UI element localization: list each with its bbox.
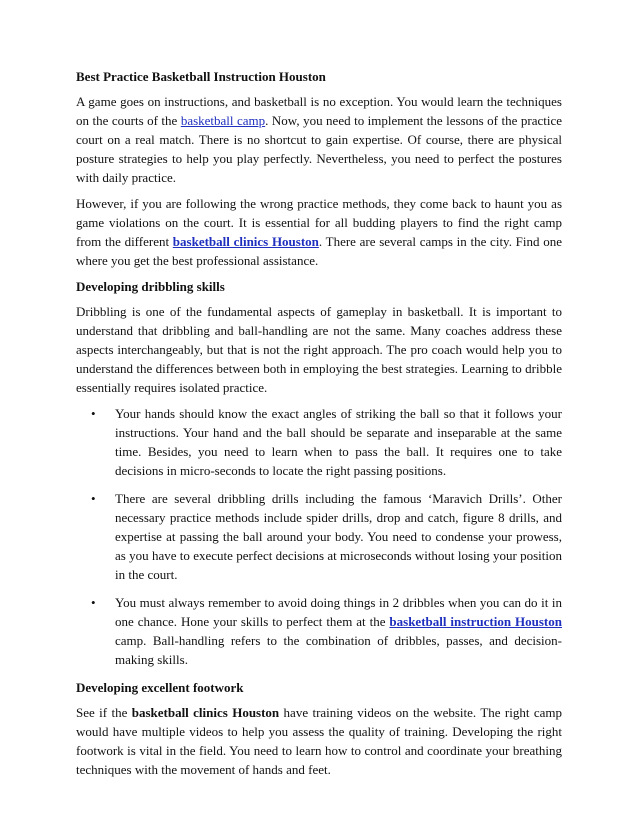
paragraph-clinics [76, 194, 562, 270]
text-span: A game goes on instructions, and basketball is no exception. You would learn the techniques on the courts of the [76, 94, 562, 128]
text-span: . Now, you need to implement the lessons of the practice court on a real match. There is no shortcut to gain expertise. Of course, there are physical posture strategies to help you play perfectly. Nevertheless, you need to perfect the postures with daily practice. [76, 113, 562, 185]
list-item-text: There are several dribbling drills including the famous ‘Maravich Drills’. Other necessary practice methods include spider drills, drop and catch, figure 8 drills, and expertise at passing the ball around your body. You need to condense your prowess, as you have to execute perfect decisions at microseconds without losing your position in the court. [115, 491, 562, 582]
bullet-icon: • [91, 595, 96, 610]
list-item [76, 489, 562, 584]
text-span: See if the [76, 705, 132, 720]
dribbling-bullet-list [76, 404, 562, 669]
section-heading-dribbling: Developing dribbling skills [76, 279, 225, 294]
basketball-clinics-link[interactable]: basketball clinics Houston [172, 234, 319, 249]
document-title: Best Practice Basketball Instruction Houston [76, 69, 326, 84]
paragraph-footwork [76, 703, 562, 779]
basketball-instruction-link[interactable]: basketball instruction Houston [389, 614, 562, 629]
bullet-icon: • [91, 491, 96, 506]
section-heading-footwork: Developing excellent footwork [76, 680, 244, 695]
basketball-camp-link[interactable]: basketball camp [180, 113, 266, 128]
text-span: However, if you are following the wrong practice methods, they come back to haunt you as game violations on the court. It is essential for all budding players to find the right camp from the different [76, 196, 562, 249]
text-span: . There are several camps in the city. Find one where you get the best professional assistance. [76, 234, 562, 268]
paragraph-intro [76, 92, 562, 187]
list-item [76, 404, 562, 480]
list-item-text: Your hands should know the exact angles of striking the ball so that it follows your instructions. Your hand and the ball should be separate and inseparable at the same time. Besides, you need to learn when to pass the ball. It requires one to take decisions in micro-seconds to locate the right passing positions. [115, 406, 562, 478]
list-item [76, 593, 562, 669]
list-item-text: camp. Ball-handling refers to the combination of dribbles, passes, and decision-making skills. [115, 633, 562, 667]
paragraph-dribbling: Dribbling is one of the fundamental aspects of gameplay in basketball. It is important to understand that dribbling and ball-handling are not the same. Many coaches address these aspects interchangeably, but that is not the right approach. The pro coach would help you to understand the differences between both in employing the best strategies. Learning to dribble essentially requires isolated practice. [76, 304, 562, 395]
list-item-text: You must always remember to avoid doing things in 2 dribbles when you can do it in one chance. Hone your skills to perfect them at the [115, 595, 562, 629]
bold-term: basketball clinics Houston [131, 705, 280, 720]
bullet-icon: • [91, 406, 96, 421]
text-span: have training videos on the website. The right camp would have multiple videos to help you assess the quality of training. Developing the right footwork is vital in the field. You need to learn how to control and coordinate your breathing techniques with the movement of hands and feet. [76, 705, 562, 777]
